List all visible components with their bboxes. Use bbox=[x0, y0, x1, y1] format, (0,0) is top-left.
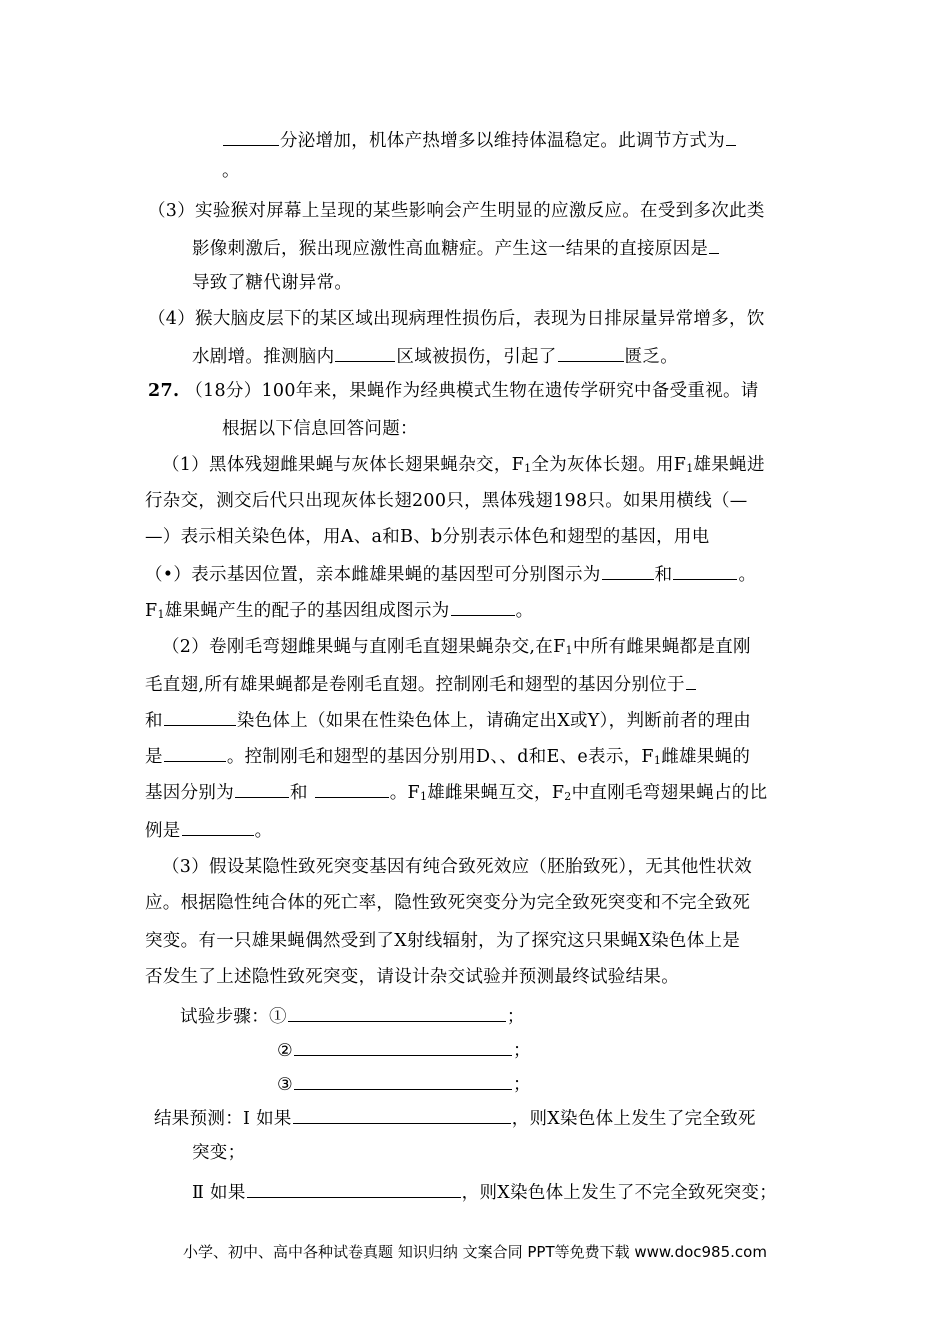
answer-blank[interactable] bbox=[294, 1038, 512, 1056]
line-4: 影像刺激后，猴出现应激性高血糖症。产生这一结果的直接原因是 bbox=[192, 236, 720, 260]
line-5: 导致了糖代谢异常。 bbox=[192, 273, 353, 293]
question-number: 27. bbox=[148, 381, 180, 401]
line-18: 是 。控制刚毛和翅型的基因分别用D、、d和E、e表示，$F_1$雌雄果蝇的 bbox=[145, 744, 750, 768]
line-6: （4）猴大脑皮层下的某区域出现病理性损伤后，表现为日排尿量异常增多，饮 bbox=[148, 309, 765, 329]
answer-blank[interactable] bbox=[686, 672, 696, 690]
answer-blank[interactable] bbox=[288, 1004, 506, 1022]
line-2: 。 bbox=[222, 161, 240, 181]
line-10: （1）黑体残翅雌果蝇与灰体长翅果蝇杂交，$F_1$全为灰体长翅。用$F_1$雄果蝇进 bbox=[162, 455, 765, 475]
result-2: Ⅱ 如果 ，则X染色体上发生了不完全致死突变； bbox=[192, 1180, 777, 1204]
line-23: 突变。有一只雄果蝇偶然受到了X射线辐射，为了探究这只果蝇X染色体上是 bbox=[145, 931, 741, 951]
answer-blank[interactable] bbox=[294, 1072, 512, 1090]
line-11: 行杂交，测交后代只出现灰体长翅200只，黑体残翅198只。如果用横线（— bbox=[145, 491, 748, 511]
line-14: $F_1$雄果蝇产生的配子的基因组成图示为 。 bbox=[145, 598, 533, 622]
line-7: 水剧增。推测脑内 区域被损伤，引起了 匮乏。 bbox=[192, 344, 678, 368]
result-1: 结果预测：Ⅰ 如果 ，则X染色体上发生了完全致死 bbox=[154, 1106, 756, 1130]
answer-blank[interactable] bbox=[602, 562, 654, 580]
answer-blank[interactable] bbox=[335, 344, 395, 362]
step-2: ② ； bbox=[277, 1038, 531, 1062]
line-17: 和 染色体上（如果在性染色体上，请确定出X或Y），判断前者的理由 bbox=[145, 708, 751, 732]
answer-blank[interactable] bbox=[726, 128, 736, 146]
answer-blank[interactable] bbox=[558, 344, 624, 362]
line-16: 毛直翅,所有雄果蝇都是卷刚毛直翅。控制刚毛和翅型的基因分别位于 bbox=[145, 672, 697, 696]
answer-blank[interactable] bbox=[709, 236, 719, 254]
line-1: 分泌增加，机体产热增多以维持体温稳定。此调节方式为 bbox=[222, 128, 737, 152]
line-24: 否发生了上述隐性致死突变，请设计杂交试验并预测最终试验结果。 bbox=[145, 967, 679, 987]
line-3: （3）实验猴对屏幕上呈现的某些影响会产生明显的应激反应。在受到多次此类 bbox=[148, 201, 765, 221]
line-20: 例是 。 bbox=[145, 818, 272, 842]
step-3: ③ ； bbox=[277, 1072, 531, 1096]
answer-blank[interactable] bbox=[247, 1180, 461, 1198]
page-footer: 小学、初中、高中各种试卷真题 知识归纳 文案合同 PPT等免费下载 www.doc985.com bbox=[183, 1243, 767, 1261]
answer-blank[interactable] bbox=[164, 708, 236, 726]
line-21: （3）假设某隐性致死突变基因有纯合致死效应（胚胎致死），无其他性状效 bbox=[162, 857, 753, 877]
answer-blank[interactable] bbox=[223, 128, 279, 146]
answer-blank[interactable] bbox=[451, 598, 515, 616]
line-19: 基因分别为 和 。$F_1$雄雌果蝇互交，$F_2$中直刚毛弯翅果蝇占的比 bbox=[145, 780, 767, 804]
answer-blank[interactable] bbox=[673, 562, 737, 580]
answer-blank[interactable] bbox=[235, 780, 289, 798]
line-13: （•）表示基因位置，亲本雌雄果蝇的基因型可分别图示为 和 。 bbox=[145, 562, 756, 586]
line-9: 根据以下信息回答问题： bbox=[222, 419, 418, 439]
question-27-heading: 27. （18分）100年来，果蝇作为经典模式生物在遗传学研究中备受重视。请 bbox=[148, 381, 759, 401]
step-1: 试验步骤：① ； bbox=[180, 1004, 525, 1028]
answer-blank[interactable] bbox=[315, 780, 389, 798]
line-15: （2）卷刚毛弯翅雌果蝇与直刚毛直翅果蝇杂交,在$F_1$中所有雌果蝇都是直刚 bbox=[162, 637, 751, 657]
line-12: —）表示相关染色体，用A、a和B、b分别表示体色和翅型的基因，用电 bbox=[145, 527, 710, 547]
answer-blank[interactable] bbox=[293, 1106, 511, 1124]
line-22: 应。根据隐性纯合体的死亡率，隐性致死突变分为完全致死突变和不完全致死 bbox=[145, 893, 751, 913]
answer-blank[interactable] bbox=[182, 818, 254, 836]
result-1-cont: 突变； bbox=[192, 1143, 246, 1163]
answer-blank[interactable] bbox=[164, 744, 226, 762]
